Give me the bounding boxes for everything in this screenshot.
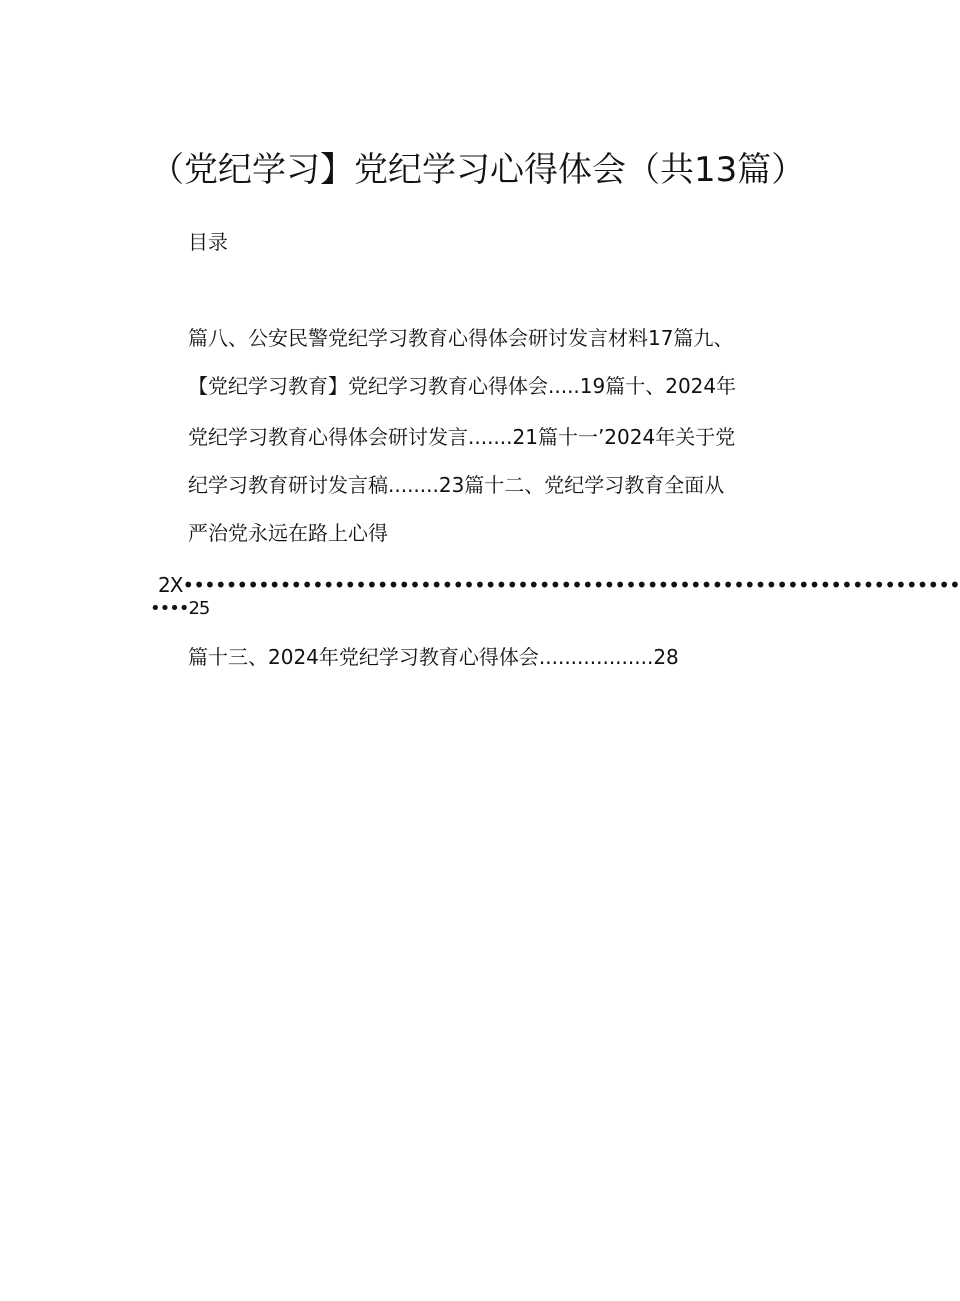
toc-leader-line: 2X•••••••••••••••••••••••••••••••••••••••••••••••••••••••••••••••••••••••• (158, 573, 960, 597)
toc-line: 篇八、公安民警党纪学习教育心得体会研讨发言材料17篇九、 (188, 326, 734, 350)
toc-line: 严治党永远在路上心得 (188, 521, 388, 545)
toc-line: 党纪学习教育心得体会研讨发言.......21篇十一’2024年关于党 (188, 425, 736, 449)
toc-heading: 目录 (188, 230, 228, 254)
toc-line: 纪学习教育研讨发言稿........23篇十二、党纪学习教育全面从 (188, 473, 725, 497)
toc-leader-line: ••••25 (150, 598, 210, 619)
document-title: （党纪学习】党纪学习心得体会（共13篇） (150, 150, 806, 190)
toc-line: 篇十三、2024年党纪学习教育心得体会..................28 (188, 645, 679, 669)
toc-line: 【党纪学习教育】党纪学习教育心得体会.....19篇十、2024年 (188, 374, 737, 398)
